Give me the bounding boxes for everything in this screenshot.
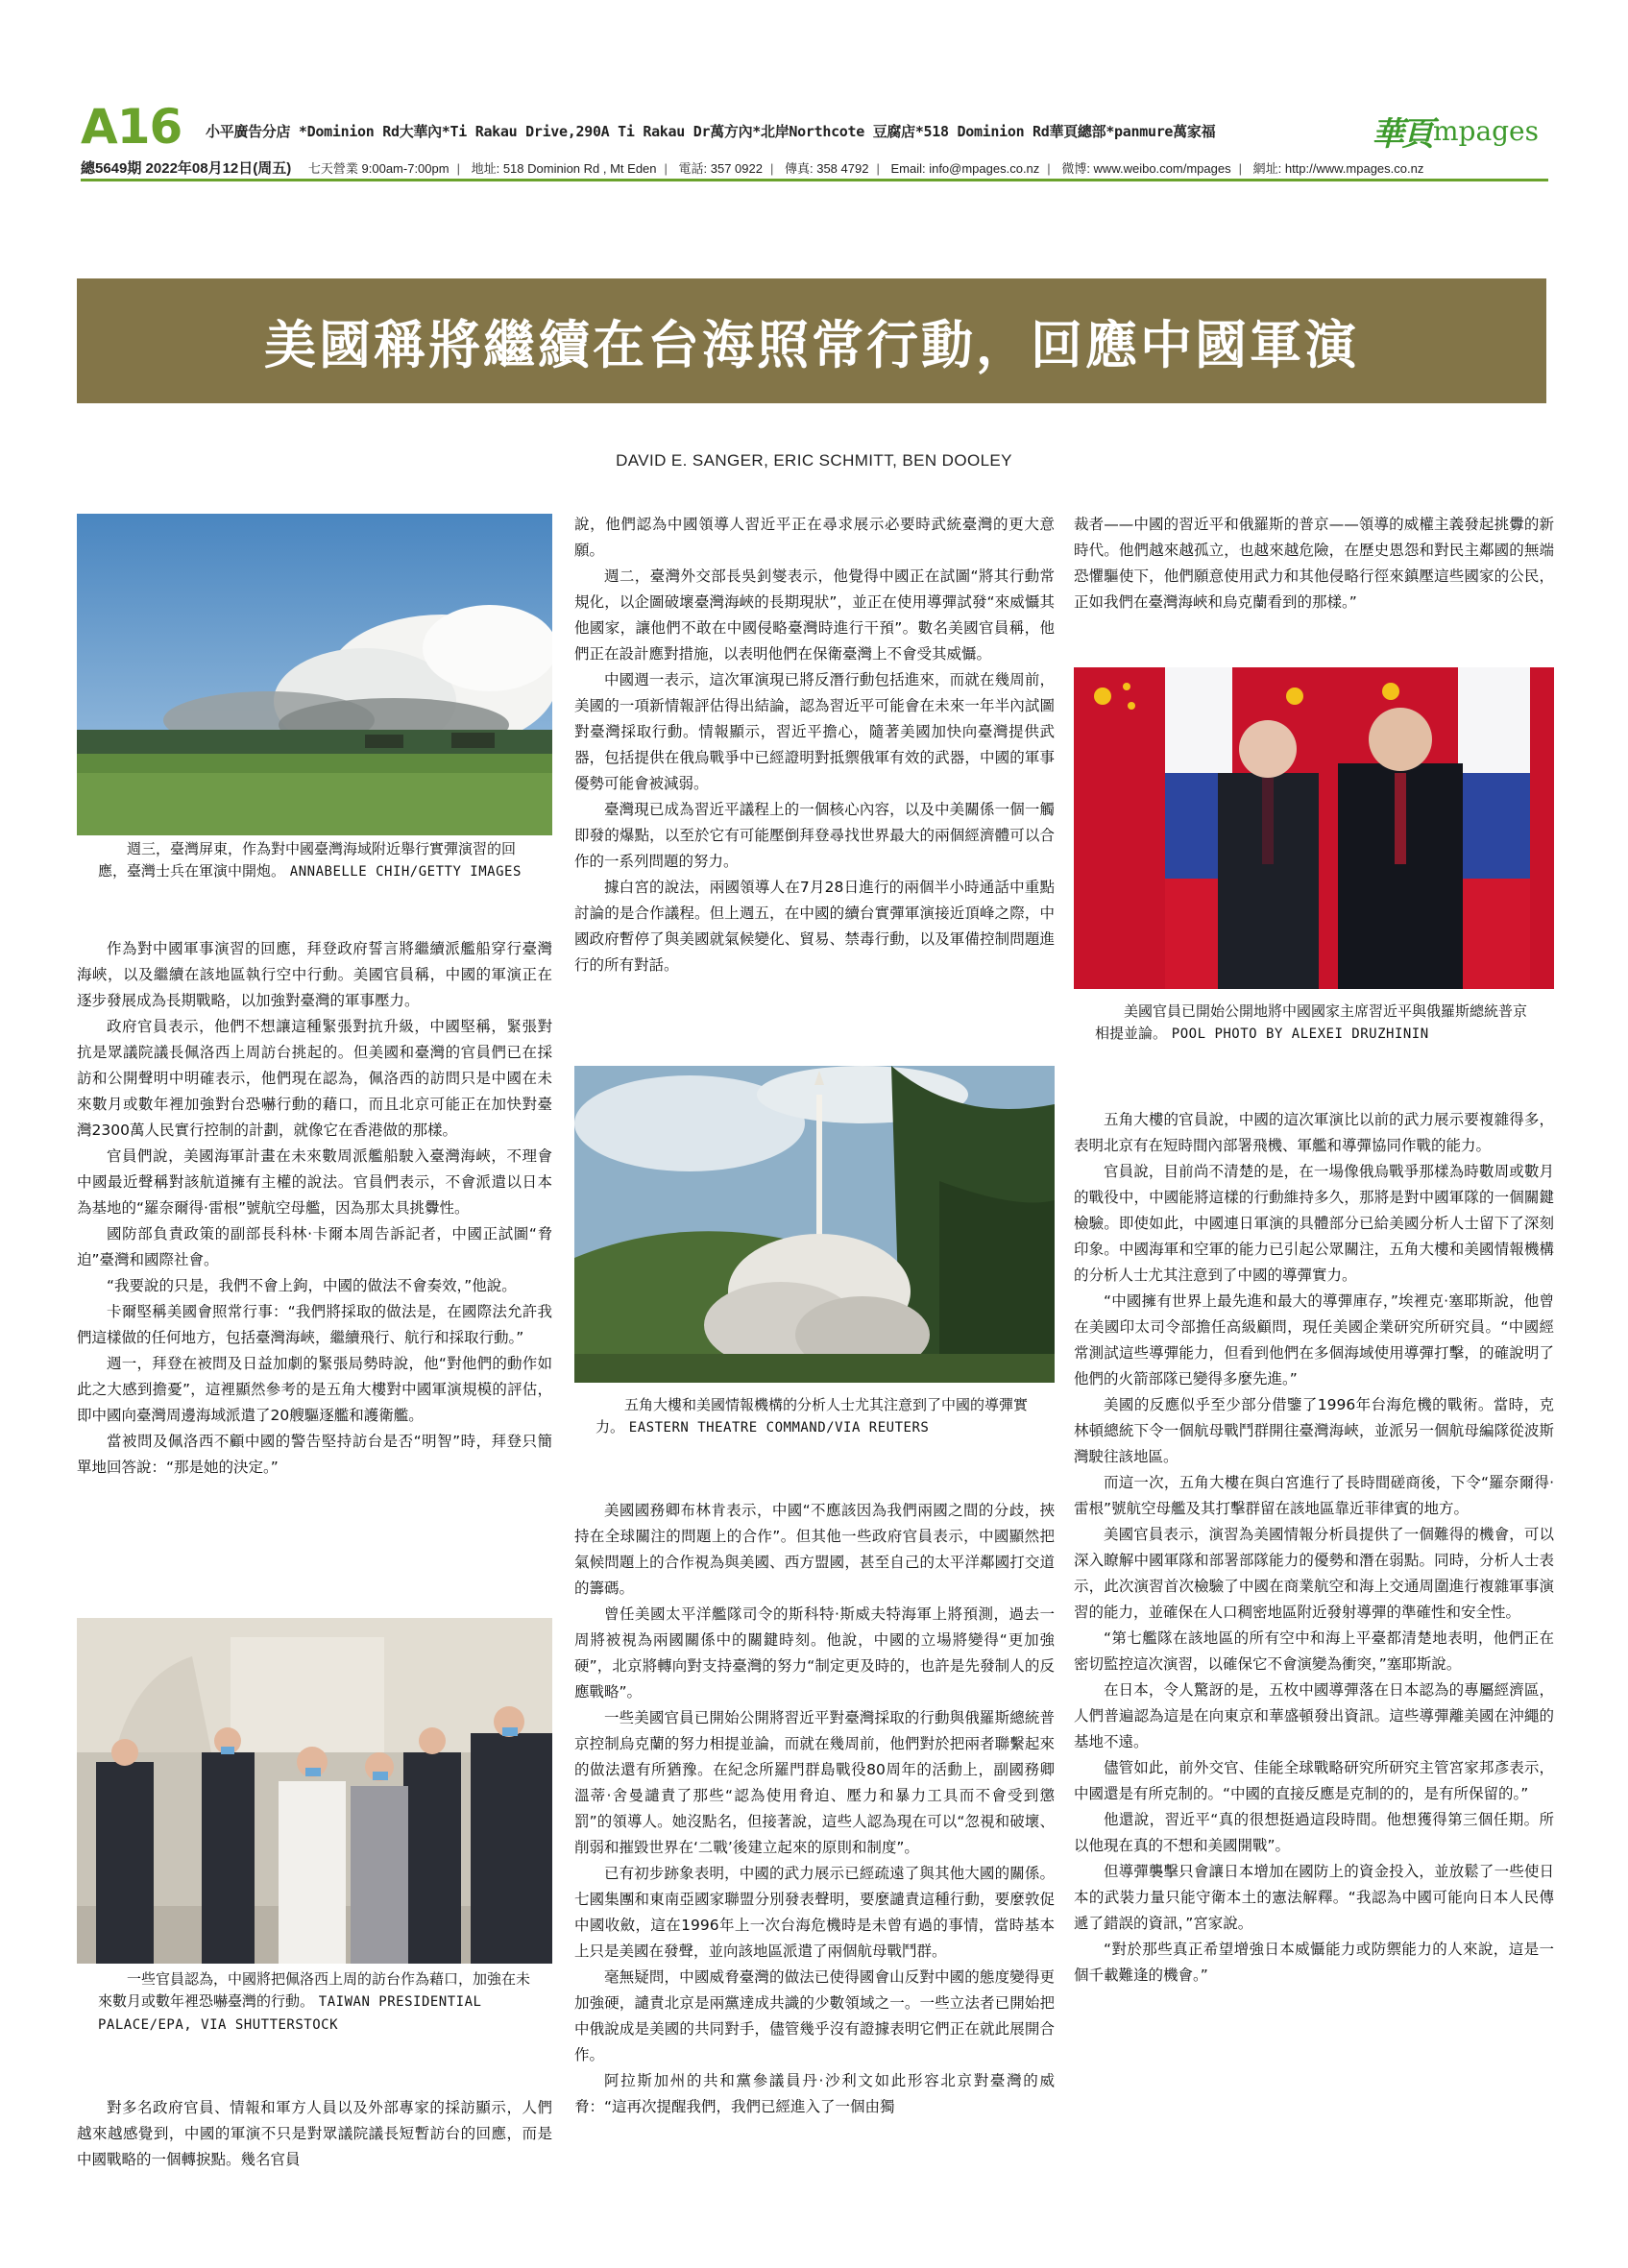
opening-hours: 七天營業 9:00am-7:00pm	[307, 161, 450, 176]
paragraph: 在日本，令人驚訝的是，五枚中國導彈落在日本認為的專屬經濟區，人們普遍認為這是在向東京和華盛頓發出資訊。這些導彈離美國在沖繩的基地不遠。	[1074, 1681, 1554, 1750]
photo-missile-launch	[574, 1066, 1055, 1383]
caption-missile-text: 五角大樓和美國情報機構的分析人士尤其注意到了中國的導彈實力。	[595, 1396, 1029, 1436]
website-link[interactable]: 網址: http://www.mpages.co.nz	[1252, 161, 1424, 176]
page-header	[81, 100, 1548, 188]
paragraph: 中國週一表示，這次軍演現已將反潛行動包括進來，而就在幾周前，美國的一項新情報評估得出結論，認為習近平可能會在未來一年半內試圖對臺灣採取行動。情報顯示，習近平擔心，隨著美國加快向臺灣提供武器，包括提供在俄烏戰爭中已經證明對抵禦俄軍有效的武器，中國的軍事優勢可能會被減弱。	[574, 671, 1055, 792]
article-column-1-bottom	[77, 2095, 552, 2173]
article-column-1	[77, 936, 552, 1481]
paragraph: 裁者——中國的習近平和俄羅斯的普京——領導的威權主義發起挑釁的新時代。他們越來越孤立，也越來越危險，在歷史恩怨和對民主鄰國的無端恐懼驅使下，他們願意使用武力和其他侵略行徑來鎮壓這些國家的公民，正如我們在臺灣海峽和烏克蘭看到的那樣。”	[1074, 516, 1554, 611]
article-column-2-bottom	[574, 1498, 1055, 2120]
photo-xi-putin	[1074, 667, 1554, 989]
headline: 美國稱將繼續在台海照常行動，回應中國軍演	[264, 314, 1359, 375]
caption-xi-putin	[1074, 1001, 1554, 1046]
logo-text: mpages	[1432, 114, 1539, 147]
paragraph: 政府官員表示，他們不想讓這種緊張對抗升級，中國堅稱，緊張對抗是眾議院議長佩洛西上周訪台挑起的。但美國和臺灣的官員們已在採訪和公開聲明中明確表示，他們現在認為，佩洛西的訪問只是中國在未來數月或數年裡加強對台恐嚇行動的藉口，而且北京可能正在加快對臺灣2300萬人民實行控制的計劃，就像它在香港做的那樣。	[77, 1018, 552, 1139]
article-column-2-top	[574, 512, 1055, 978]
paragraph: 週二，臺灣外交部長吳釗燮表示，他覺得中國正在試圖“將其行動常規化，以企圖破壞臺灣海峽的長期現狀”，並正在使用導彈試發“來威懾其他國家，讓他們不敢在中國侵略臺灣時進行干預”。數名美國官員稱，他們正在設計應對措施，以表明他們在保衛臺灣上不會受其威懾。	[574, 567, 1055, 663]
paragraph: “中國擁有世界上最先進和最大的導彈庫存，”埃裡克·塞耶斯說，他曾在美國印太司令部擔任高級顧問，現任美國企業研究所研究員。“中國經常測試這些導彈能力，但看到他們在多個海域使用導彈打擊，的確說明了他們的火箭部隊已變得多麼先進。”	[1074, 1292, 1554, 1387]
paragraph: 他還說，習近平“真的很想挺過這段時間。他想獲得第三個任期。所以他現在真的不想和美國開戰”。	[1074, 1811, 1554, 1854]
paragraph: 毫無疑問，中國威脅臺灣的做法已使得國會山反對中國的態度變得更加強硬，譴責北京是兩黨達成共識的少數領域之一。一些立法者已開始把中俄說成是美國的共同對手，儘管幾乎沒有證據表明它們正在就此展開合作。	[574, 1968, 1055, 2063]
photo-pelosi-visit	[77, 1618, 552, 1964]
caption-xi-putin-credit: POOL PHOTO BY ALEXEI DRUZHININ	[1171, 1026, 1429, 1042]
paragraph: 美國官員表示，演習為美國情報分析員提供了一個難得的機會，可以深入瞭解中國軍隊和部署部隊能力的優勢和潛在弱點。同時，分析人士表示，此次演習首次檢驗了中國在商業航空和海上交通周圍進行複雜軍事演習的能力，並確保在人口稠密地區附近發射導彈的準確性和安全性。	[1074, 1526, 1554, 1621]
paragraph: 國防部負責政策的副部長科林·卡爾本周告訴記者，中國正試圖“脅迫”臺灣和國際社會。	[77, 1225, 552, 1268]
caption-pelosi-credit: TAIWAN PRESIDENTIAL PALACE/EPA, VIA SHUTTERSTOCK	[98, 1994, 482, 2033]
paragraph: 當被問及佩洛西不顧中國的警告堅持訪台是否“明智”時，拜登只簡單地回答說：“那是她的決定。”	[77, 1433, 552, 1476]
paragraph: 阿拉斯加州的共和黨參議員丹·沙利文如此形容北京對臺灣的威脅：“這再次提醒我們，我們已經進入了一個由獨	[574, 2072, 1055, 2115]
byline: DAVID E. SANGER, ERIC SCHMITT, BEN DOOLEY	[616, 451, 1012, 470]
fax: 傳真: 358 4792	[785, 161, 869, 176]
paragraph: 美國國務卿布林肯表示，中國“不應該因為我們兩國之間的分歧，挾持在全球關注的問題上的合作”。但其他一些政府官員表示，中國顯然把氣候問題上的合作視為與美國、西方盟國，甚至自己的太平洋鄰國打交道的籌碼。	[574, 1502, 1055, 1597]
paragraph: 一些美國官員已開始公開將習近平對臺灣採取的行動與俄羅斯總統普京控制烏克蘭的努力相提並論，而就在幾周前，他們對於把兩者聯繫起來的做法還有所猶豫。在紀念所羅門群島戰役80周年的活動上，副國務卿溫蒂·舍曼譴責了那些“認為使用脅迫、壓力和暴力工具而不會受到懲罰”的領導人。她沒點名，但接著說，這些人認為現在可以“忽視和破壞、削弱和摧毀世界在‘二戰’後建立起來的原則和制度”。	[574, 1709, 1055, 1856]
header-rule	[81, 179, 1548, 181]
paragraph: 而這一次，五角大樓在與白宮進行了長時間磋商後，下令“羅奈爾得·雷根”號航空母艦及其打擊群留在該地區靠近菲律賓的地方。	[1074, 1474, 1554, 1517]
paragraph: 五角大樓的官員說，中國的這次軍演比以前的武力展示要複雜得多，表明北京有在短時間內部署飛機、軍艦和導彈協同作戰的能力。	[1074, 1111, 1554, 1154]
paragraph: 卡爾堅稱美國會照常行事：“我們將採取的做法是，在國際法允許我們這樣做的任何地方，包括臺灣海峽，繼續飛行、航行和採取行動。”	[77, 1303, 552, 1346]
caption-artillery-text: 週三，臺灣屏東，作為對中國臺灣海域附近舉行實彈演習的回應，臺灣士兵在軍演中開炮。	[98, 840, 517, 880]
caption-xi-putin-text: 美國官員已開始公開地將中國國家主席習近平與俄羅斯總統普京相提並論。	[1095, 1002, 1528, 1042]
photo-artillery	[77, 514, 552, 835]
caption-missile	[574, 1394, 1055, 1439]
caption-artillery	[77, 838, 552, 883]
paragraph: 美國的反應似乎至少部分借鑒了1996年台海危機的戰術。當時，克林頓總統下令一個航母戰鬥群開往臺灣海峽，並派另一個航母編隊從波斯灣駛往該地區。	[1074, 1396, 1554, 1465]
weibo-link[interactable]: 微博: www.weibo.com/mpages	[1061, 161, 1231, 176]
address: 地址: 518 Dominion Rd , Mt Eden	[471, 161, 657, 176]
caption-missile-credit: EASTERN THEATRE COMMAND/VIA REUTERS	[628, 1420, 930, 1436]
page-number: A16	[81, 99, 182, 155]
paragraph: 曾任美國太平洋艦隊司令的斯科特·斯威夫特海軍上將預測，過去一周將被視為兩國關係中的關鍵時刻。他說，中國的立場將變得“更加強硬”，北京將轉向對支持臺灣的努力“制定更及時的，也許是先發制人的反應戰略”。	[574, 1605, 1055, 1701]
paragraph: 週一，拜登在被問及日益加劇的緊張局勢時說，他“對他們的動作如此之大感到擔憂”，這裡顯然參考的是五角大樓對中國軍演規模的評估，即中國向臺灣周邊海域派遣了20艘驅逐艦和護衛艦。	[77, 1355, 552, 1424]
paragraph: 官員們說，美國海軍計畫在未來數周派艦船駛入臺灣海峽，不理會中國最近聲稱對該航道擁有主權的說法。官員們表示，不會派遣以日本為基地的“羅奈爾得·雷根”號航空母艦，因為那太具挑釁性。	[77, 1147, 552, 1217]
phone: 電話: 357 0922	[678, 161, 763, 176]
paragraph: 說，他們認為中國領導人習近平正在尋求展示必要時武統臺灣的更大意願。	[574, 516, 1055, 559]
article-column-3-bottom	[1074, 1107, 1554, 1989]
paragraph: “我要說的只是，我們不會上鉤，中國的做法不會奏效，”他說。	[107, 1277, 517, 1294]
article-column-3-top	[1074, 512, 1554, 615]
logo-mark: 華頁	[1371, 114, 1431, 154]
paragraph: 作為對中國軍事演習的回應，拜登政府誓言將繼續派艦船穿行臺灣海峽，以及繼續在該地區執行空中行動。美國官員稱，中國的軍演正在逐步發展成為長期戰略，以加強對臺灣的軍事壓力。	[77, 940, 552, 1009]
issue-date: 總5649期 2022年08月12日(周五)	[81, 160, 292, 177]
paragraph: “第七艦隊在該地區的所有空中和海上平臺都清楚地表明，他們正在密切監控這次演習，以確保它不會演變為衝突，”塞耶斯說。	[1074, 1629, 1554, 1673]
caption-artillery-credit: ANNABELLE CHIH/GETTY IMAGES	[289, 864, 522, 880]
email-link[interactable]: Email: info@mpages.co.nz	[890, 161, 1040, 176]
headline-banner	[77, 278, 1546, 403]
mpages-logo	[1372, 109, 1539, 152]
paragraph: 儘管如此，前外交官、佳能全球戰略研究所研究主管宮家邦彥表示，中國還是有所克制的。“中國的直接反應是克制的的，是有所保留的。”	[1074, 1759, 1554, 1802]
paragraph: 對多名政府官員、情報和軍方人員以及外部專家的採訪顯示，人們越來越感覺到，中國的軍演不只是對眾議院議長短暫訪台的回應，而是中國戰略的一個轉捩點。幾名官員	[77, 2099, 552, 2168]
paragraph: 據白宮的說法，兩國領導人在7月28日進行的兩個半小時通話中重點討論的是合作議程。但上週五，在中國的續台實彈軍演接近頂峰之際，中國政府暫停了與美國就氣候變化、貿易、禁毒行動，以及軍備控制問題進行的所有對話。	[574, 879, 1055, 974]
caption-pelosi-text: 一些官員認為，中國將把佩洛西上周的訪台作為藉口，加強在未來數月或數年裡恐嚇臺灣的行動。	[98, 1970, 531, 2010]
paragraph: 已有初步跡象表明，中國的武力展示已經疏遠了與其他大國的關係。七國集團和東南亞國家聯盟分別發表聲明，要麼譴責這種行動，要麼敦促中國收斂，這在1996年上一次台海危機時是未曾有過的事情，當時基本上只是美國在發聲，並向該地區派遣了兩個航母戰鬥群。	[574, 1865, 1055, 1960]
paragraph: 但導彈襲擊只會讓日本增加在國防上的資金投入，並放鬆了一些使日本的武裝力量只能守衛本土的憲法解釋。“我認為中國可能向日本人民傳遞了錯誤的資訊，”宮家說。	[1074, 1863, 1554, 1932]
paragraph: 官員說，目前尚不清楚的是，在一場像俄烏戰爭那樣為時數周或數月的戰役中，中國能將這樣的行動維持多久，那將是對中國軍隊的一個關鍵檢驗。即使如此，中國連日軍演的具體部分已給美國分析人士留下了深刻印象。中國海軍和空軍的能力已引起公眾關注，五角大樓和美國情報機構的分析人士尤其注意到了中國的導彈實力。	[1074, 1163, 1554, 1284]
paragraph: 臺灣現已成為習近平議程上的一個核心內容，以及中美關係一個一觸即發的爆點，以至於它有可能壓倒拜登尋找世界最大的兩個經濟體可以合作的一系列問題的努力。	[574, 801, 1055, 870]
caption-pelosi	[77, 1968, 552, 2037]
paragraph: “對於那些真正希望增強日本威懾能力或防禦能力的人來說，這是一個千載難逢的機會。”	[1074, 1941, 1554, 1984]
store-locations: 小平廣告分店 *Dominion Rd大華內*Ti Rakau Drive,290A Ti Rakau Dr萬方內*北岸Northcote 豆腐店*518 Dominion Rd華頁總部*panmure萬家福	[206, 123, 1216, 140]
info-line: 總5649期 2022年08月12日(周五) 七天營業 9:00am-7:00pm | 地址: 518 Dominion Rd , Mt Eden | 電話: 357 0922 | 傳真: 358 4792 | Email: info@mpages.co.nz | 微博: www.weibo.com/mpages | 網址: http://www.mpages.co.nz	[81, 160, 1424, 177]
